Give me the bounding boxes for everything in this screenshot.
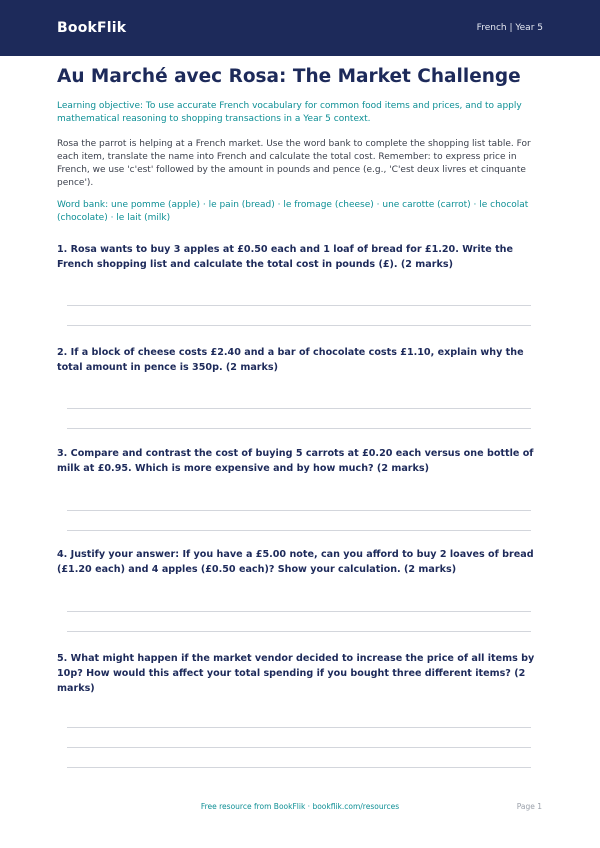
answer-line[interactable] [67, 428, 531, 429]
answer-line[interactable] [67, 631, 531, 632]
question-5: 5. What might happen if the market vendor decided to increase the price of all items by 10p? How would this affect your total spending if you bought three different items? (2 marks) [57, 653, 535, 694]
answer-line[interactable] [67, 747, 531, 748]
page-header [0, 0, 600, 56]
answer-line[interactable] [67, 510, 531, 511]
intro-instructions: Rosa the parrot is helping at a French market. Use the word bank to complete the shopping list table. For each item, translate the name into French and calculate the total cost. Remember: to express price in French, we use 'c'est' followed by the amount in pounds and pence (e.g., 'C'est deux livres et cinquante pence'). [57, 139, 531, 188]
answer-line[interactable] [67, 305, 531, 306]
question-2: 2. If a block of cheese costs £2.40 and a bar of chocolate costs £1.10, explain why the total amount in pence is 350p. (2 marks) [57, 347, 524, 373]
answer-line[interactable] [67, 408, 531, 409]
subject-year-label: French | Year 5 [476, 23, 543, 33]
answer-line[interactable] [67, 767, 531, 768]
answer-line[interactable] [67, 530, 531, 531]
word-bank: Word bank: une pomme (apple) · le pain (bread) · le fromage (cheese) · une carotte (carrot) · le chocolat (chocolate) · le lait (milk) [57, 200, 529, 223]
question-1: 1. Rosa wants to buy 3 apples at £0.50 each and 1 loaf of bread for £1.20. Write the French shopping list and calculate the total cost in pounds (£). (2 marks) [57, 244, 514, 270]
answer-line[interactable] [67, 325, 531, 326]
question-3: 3. Compare and contrast the cost of buying 5 carrots at £0.20 each versus one bottle of milk at £0.95. Which is more expensive and by how much? (2 marks) [57, 448, 534, 474]
question-4: 4. Justify your answer: If you have a £5.00 note, can you afford to buy 2 loaves of bread (£1.20 each) and 4 apples (£0.50 each)? Show your calculation. (2 marks) [57, 549, 534, 575]
brand-logo-text: BookFlik [57, 20, 127, 36]
answer-line[interactable] [67, 611, 531, 612]
page-number: Page 1 [516, 802, 542, 811]
learning-objective: Learning objective: To use accurate French vocabulary for common food items and prices, and to apply mathematical reasoning to shopping transactions in a Year 5 context. [57, 101, 522, 124]
footer-source-link[interactable]: Free resource from BookFlik · bookflik.com/resources [200, 802, 400, 811]
page-footer [0, 802, 600, 814]
worksheet-title: Au Marché avec Rosa: The Market Challenge [57, 66, 521, 87]
answer-line[interactable] [67, 727, 531, 728]
